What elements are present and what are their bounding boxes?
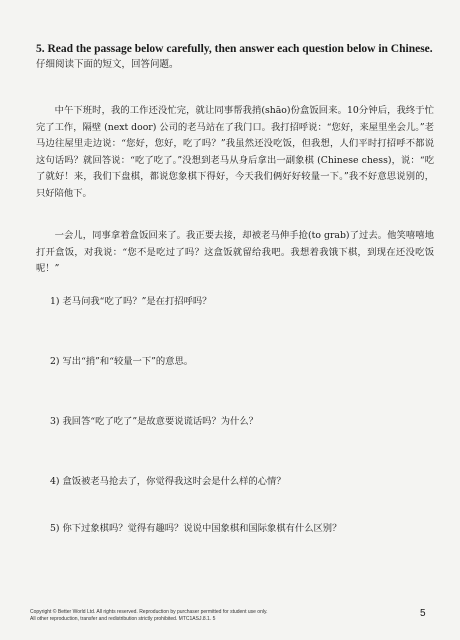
- passage-paragraph-2: 一会儿，同事拿着盒饭回来了。我正要去接，却被老马伸手抢(to grab)了过去。他笑嘻嘻地打开盒饭，对我说：“您不是吃过了吗？这盒饭就留给我吧。我想着我饿下棋，到现在还没吃饭呢！”: [36, 230, 434, 274]
- question-1: 1) 老马问我“吃了吗？”是在打招呼吗？: [50, 296, 212, 307]
- question-5: 5) 你下过象棋吗？觉得有趣吗？说说中国象棋和国际象棋有什么区别？: [50, 523, 342, 534]
- exercise-heading: 5. Read the passage below carefully, then answer each question below in Chinese.: [36, 43, 433, 55]
- passage-paragraph-1: 中午下班时，我的工作还没忙完，就让同事帮我捎(shāo)份盒饭回来。10分钟后，我终于忙完了工作，隔壁 (next door) 公司的老马站在了我门口。我打招呼说：“您好，来屋里坐会儿。”老马边往屋里走边说：“您好，您好，吃了吗？”我虽然还没吃饭，但我想，人们平时打招呼不都说这句话吗？就回答说：“吃了吃了。”没想到老马从身后拿出一副象棋 (Chinese chess)，说：“吃了就好！来，我们下盘棋，都说您象棋下得好，今天我们俩好好较量一下。”我不好意思说别的，只好陪他下。: [36, 105, 434, 199]
- copyright-footer: [30, 609, 410, 623]
- page-number: 5: [420, 608, 426, 619]
- exercise-instruction: 仔细阅读下面的短文，回答问题。: [36, 59, 179, 70]
- copyright-line-1: Copyright © Better World Ltd. All rights reserved. Reproduction by purchaser permitted for student use only.: [30, 609, 268, 615]
- question-3: 3) 我回答“吃了吃了”是故意要说谎话吗？为什么？: [50, 416, 258, 427]
- question-2: 2) 写出“捎”和“较量一下”的意思。: [50, 356, 194, 367]
- question-4: 4) 盒饭被老马抢去了，你觉得我这时会是什么样的心情？: [50, 476, 286, 487]
- copyright-line-2: All other reproduction, transfer and redistribution strictly prohibited. MTC1ASJ.8.1. 5: [30, 616, 216, 622]
